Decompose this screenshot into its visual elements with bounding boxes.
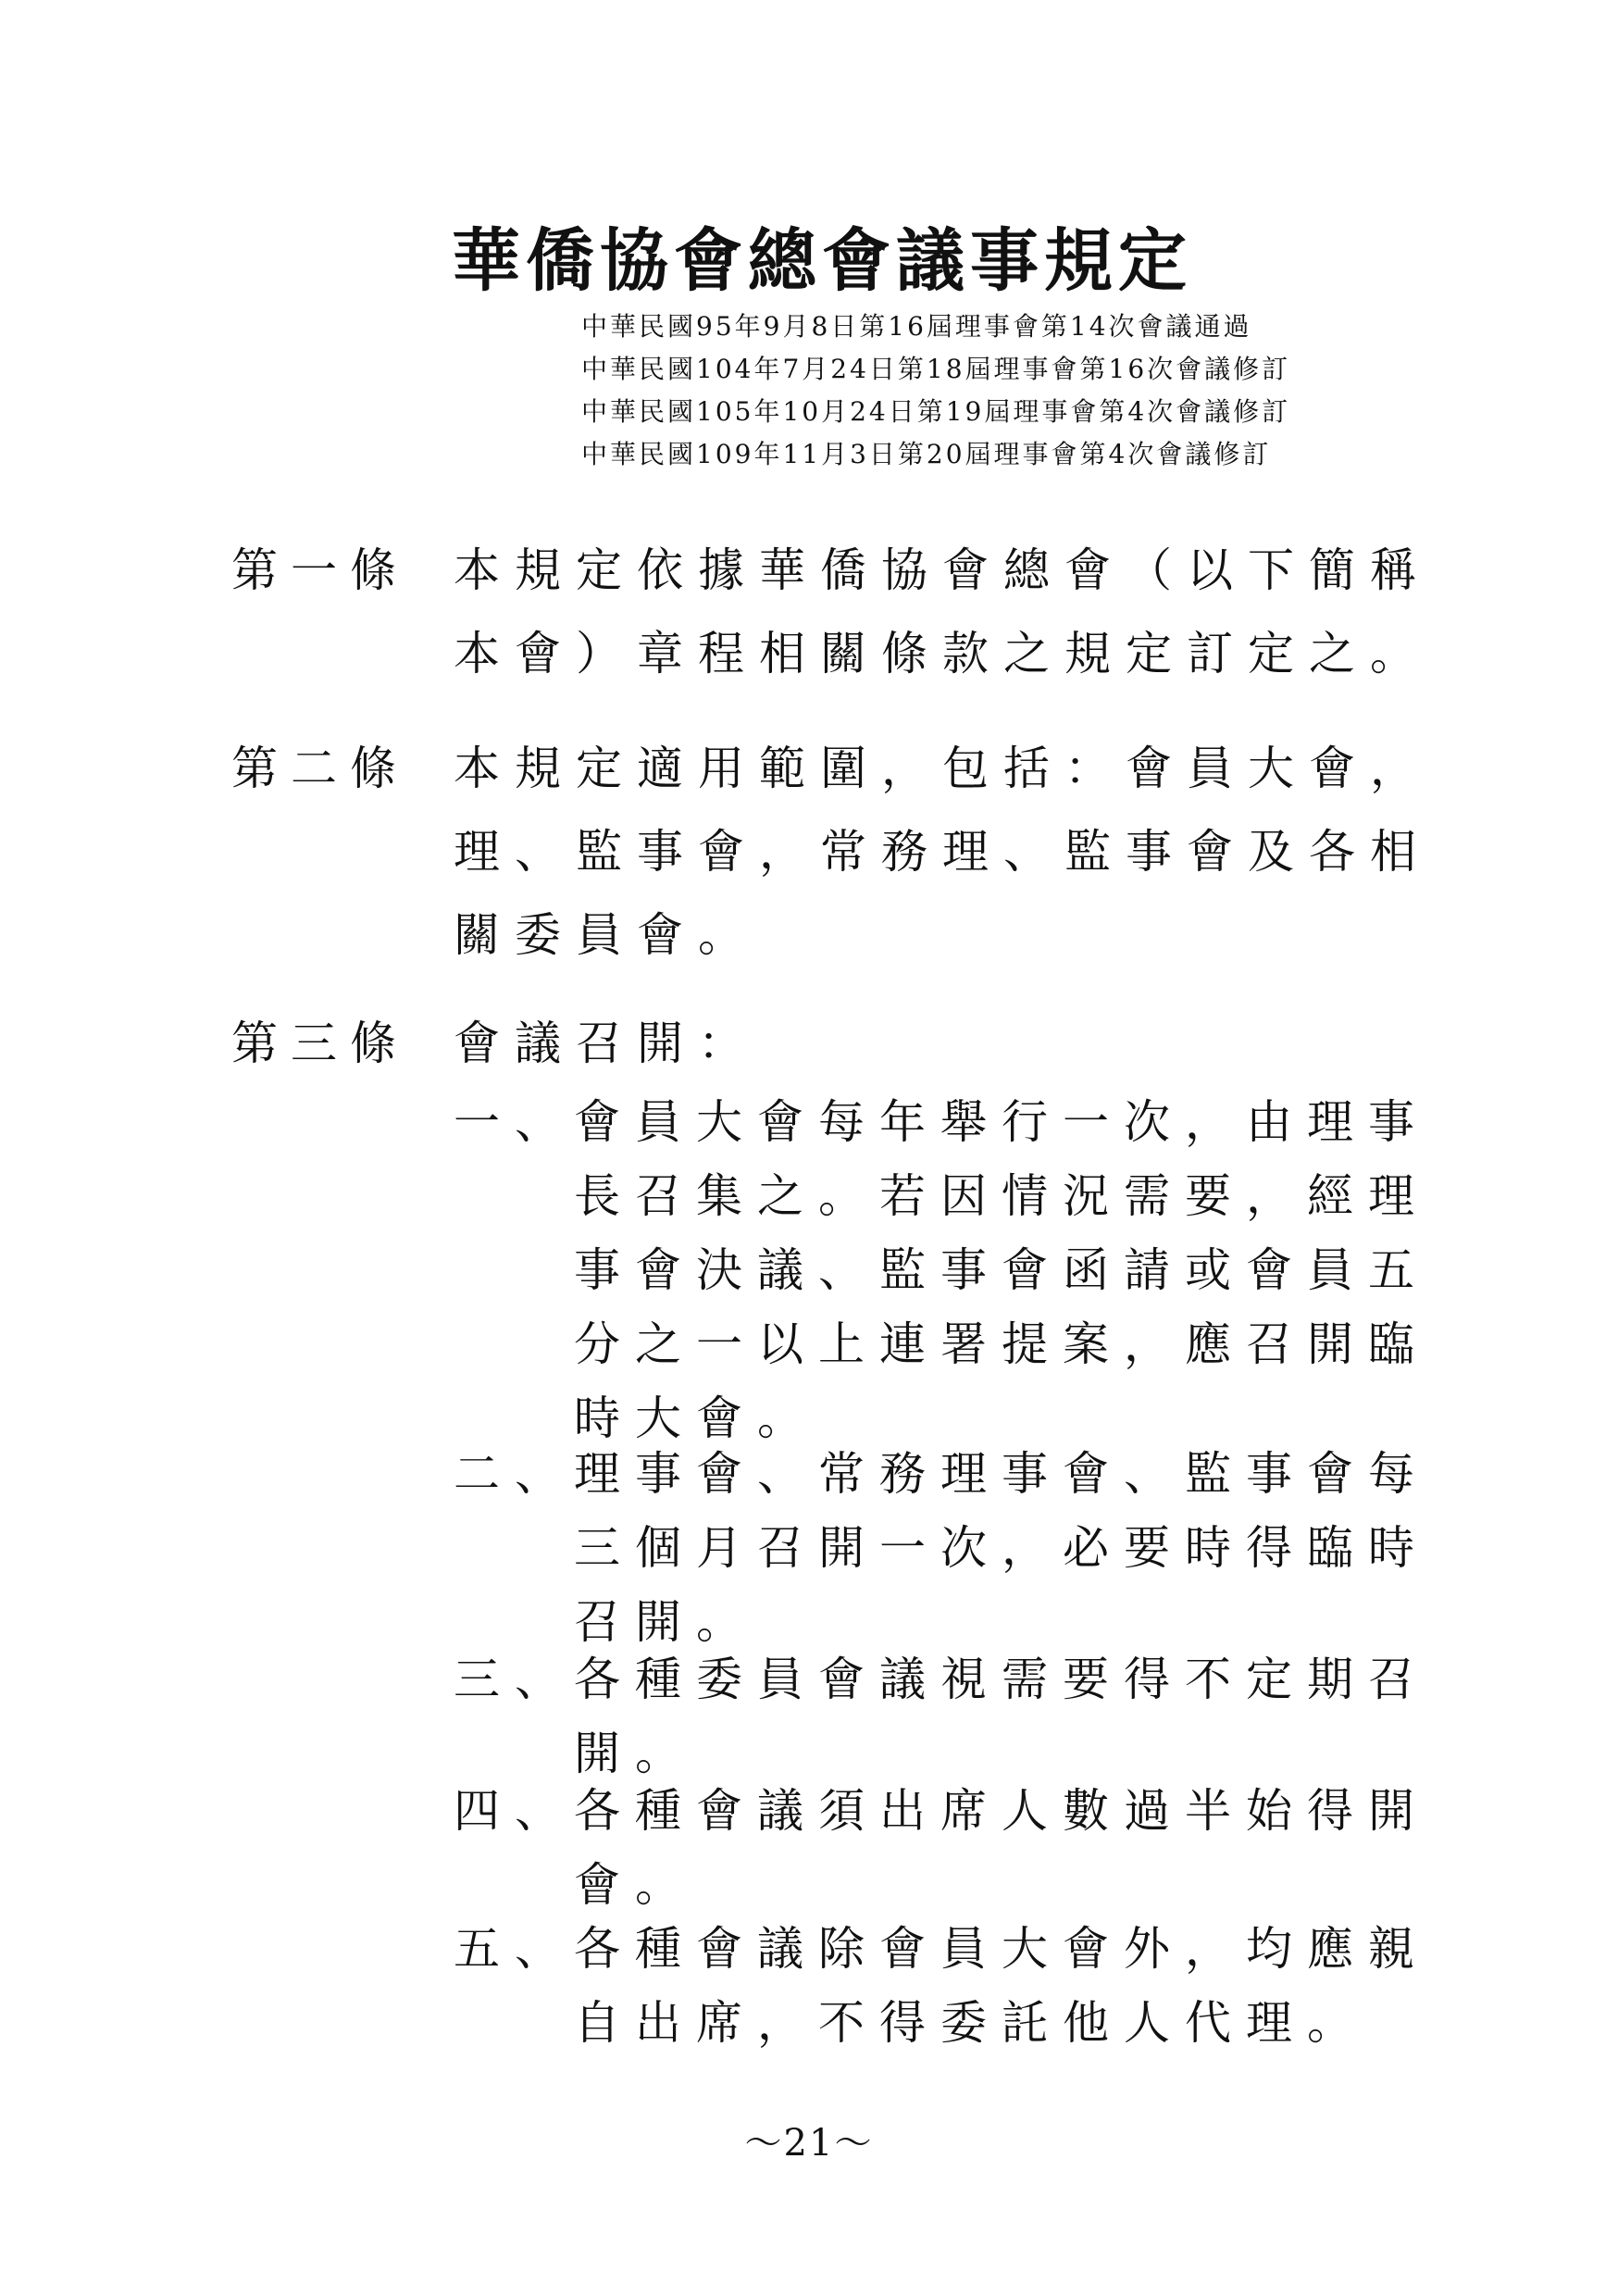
article-3-body xyxy=(454,1002,1407,1085)
article-2-body xyxy=(454,727,1431,977)
item-line: 事會決議、監事會函請或會員五 xyxy=(574,1243,1429,1297)
item-marker: 三、 xyxy=(454,1653,576,1706)
item-line: 會員大會每年舉行一次，由理事 xyxy=(574,1095,1429,1149)
item-marker: 一、 xyxy=(454,1095,576,1149)
item-text xyxy=(574,1437,1429,1659)
item-text xyxy=(574,1912,1429,2060)
item-line: 召開。 xyxy=(574,1595,757,1649)
revision-line: 中華民國109年11月3日第20屆理事會第4次會議修訂 xyxy=(581,439,1272,469)
article-line: 關委員會。 xyxy=(454,908,759,962)
article-line: 會議召開： xyxy=(454,1017,759,1070)
item-line: 開。 xyxy=(574,1727,696,1780)
article-line: 理、監事會，常務理、監事會及各相 xyxy=(454,825,1431,879)
revision-line: 中華民國104年7月24日第18屆理事會第16次會議修訂 xyxy=(581,354,1291,384)
article-line: 本會）章程相關條款之規定訂定之。 xyxy=(454,627,1431,680)
item-line: 三個月召開一次，必要時得臨時 xyxy=(574,1521,1429,1575)
item-marker: 五、 xyxy=(454,1922,576,1976)
revision-line: 中華民國105年10月24日第19屆理事會第4次會議修訂 xyxy=(581,396,1291,427)
article-2-label: 第二條 xyxy=(231,742,409,795)
article-line: 本規定依據華僑協會總會（以下簡稱 xyxy=(454,543,1431,597)
item-marker: 四、 xyxy=(454,1784,576,1838)
item-marker: 二、 xyxy=(454,1447,576,1501)
item-line: 自出席，不得委託他人代理。 xyxy=(574,1996,1368,2050)
article-line: 本規定適用範圍，包括：會員大會， xyxy=(454,742,1431,795)
item-text xyxy=(574,1642,1429,1791)
item-line: 各種會議須出席人數過半始得開 xyxy=(574,1784,1429,1838)
item-line: 各種委員會議視需要得不定期召 xyxy=(574,1653,1429,1706)
item-line: 理事會、常務理事會、監事會每 xyxy=(574,1447,1429,1501)
item-line: 時大會。 xyxy=(574,1391,818,1445)
article-1-label: 第一條 xyxy=(231,543,409,597)
item-line: 長召集之。若因情況需要，經理 xyxy=(574,1169,1429,1223)
revision-line: 中華民國95年9月8日第16屆理事會第14次會議通過 xyxy=(581,311,1252,342)
item-text xyxy=(574,1085,1429,1455)
item-line: 各種會議除會員大會外，均應親 xyxy=(574,1922,1429,1976)
item-text xyxy=(574,1774,1429,1922)
article-3-label: 第三條 xyxy=(231,1017,409,1070)
article-1-body xyxy=(454,529,1431,695)
item-line: 分之一以上連署提案，應召開臨 xyxy=(574,1317,1429,1371)
page-number: ～21～ xyxy=(744,2122,874,2165)
item-line: 會。 xyxy=(574,1858,696,1912)
document-title: 華僑協會總會議事規定 xyxy=(452,221,1192,301)
revision-history xyxy=(581,306,1396,476)
